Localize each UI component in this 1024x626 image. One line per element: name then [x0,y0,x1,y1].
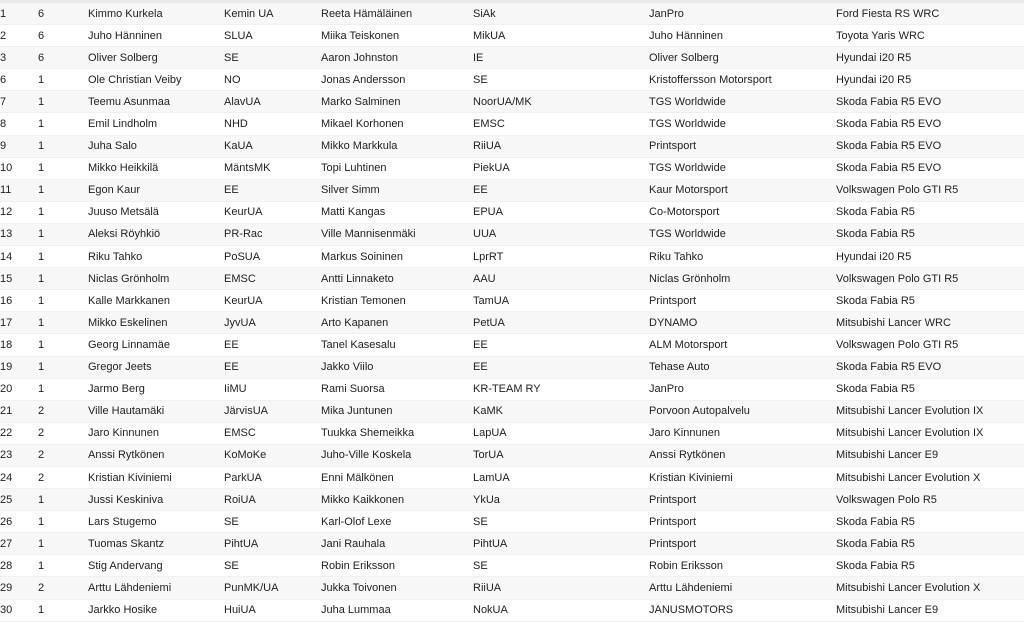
car-cell: Skoda Fabia R5 [836,201,1024,223]
codriver-club-cell: PiekUA [473,157,649,179]
table-row [0,444,1024,466]
driver-cell: Jaro Kinnunen [88,422,224,444]
entrant-cell: JanPro [649,378,836,400]
position-cell: 7 [0,91,38,113]
car-cell: Mitsubishi Lancer Evolution IX [836,422,1024,444]
codriver-club-cell: IE [473,47,649,69]
class-cell: 1 [38,533,88,555]
entrant-cell: Printsport [649,489,836,511]
driver-cell: Kristian Kiviniemi [88,466,224,488]
table-row [0,157,1024,179]
driver-club-cell: SE [224,47,321,69]
class-cell: 1 [38,179,88,201]
driver-cell: Oliver Solberg [88,47,224,69]
codriver-club-cell: PetUA [473,312,649,334]
codriver-cell: Marko Salminen [321,91,473,113]
codriver-club-cell: RiiUA [473,135,649,157]
class-cell: 6 [38,25,88,47]
entrant-cell: DYNAMO [649,312,836,334]
driver-cell: Jarkko Hosike [88,599,224,621]
codriver-cell: Arto Kapanen [321,312,473,334]
driver-club-cell: HuiUA [224,599,321,621]
table-row [0,201,1024,223]
class-cell: 2 [38,444,88,466]
codriver-club-cell: YkUa [473,489,649,511]
driver-club-cell: EE [224,356,321,378]
table-row [0,511,1024,533]
codriver-club-cell: SE [473,511,649,533]
position-cell: 1 [0,3,38,25]
car-cell: Skoda Fabia R5 EVO [836,91,1024,113]
position-cell: 2 [0,25,38,47]
position-cell: 25 [0,489,38,511]
class-cell: 1 [38,378,88,400]
entrant-cell: Robin Eriksson [649,555,836,577]
codriver-cell: Reeta Hämäläinen [321,3,473,25]
table-row [0,223,1024,245]
class-cell: 6 [38,3,88,25]
driver-cell: Jussi Keskiniva [88,489,224,511]
class-cell: 2 [38,577,88,599]
codriver-club-cell: KR-TEAM RY [473,378,649,400]
codriver-cell: Kristian Temonen [321,290,473,312]
position-cell: 12 [0,201,38,223]
entrant-cell: Printsport [649,135,836,157]
entrant-cell: JanPro [649,3,836,25]
car-cell: Hyundai i20 R5 [836,47,1024,69]
codriver-cell: Tuukka Shemeikka [321,422,473,444]
table-row [0,268,1024,290]
codriver-cell: Mikael Korhonen [321,113,473,135]
car-cell: Skoda Fabia R5 EVO [836,157,1024,179]
car-cell: Hyundai i20 R5 [836,246,1024,268]
codriver-cell: Jakko Viilo [321,356,473,378]
table-row [0,334,1024,356]
car-cell: Skoda Fabia R5 [836,533,1024,555]
driver-cell: Emil Lindholm [88,113,224,135]
driver-club-cell: EE [224,179,321,201]
entrant-cell: Jaro Kinnunen [649,422,836,444]
car-cell: Volkswagen Polo GTI R5 [836,179,1024,201]
class-cell: 1 [38,223,88,245]
driver-club-cell: IiMU [224,378,321,400]
driver-cell: Juha Salo [88,135,224,157]
driver-club-cell: NHD [224,113,321,135]
class-cell: 1 [38,246,88,268]
codriver-club-cell: SiAk [473,3,649,25]
class-cell: 1 [38,489,88,511]
codriver-cell: Juho-Ville Koskela [321,444,473,466]
driver-cell: Gregor Jeets [88,356,224,378]
driver-club-cell: EE [224,334,321,356]
codriver-club-cell: TorUA [473,444,649,466]
class-cell: 1 [38,113,88,135]
driver-cell: Lars Stugemo [88,511,224,533]
results-table-body [0,3,1024,621]
position-cell: 10 [0,157,38,179]
table-row [0,246,1024,268]
position-cell: 18 [0,334,38,356]
codriver-club-cell: SE [473,555,649,577]
codriver-club-cell: SE [473,69,649,91]
codriver-cell: Miika Teiskonen [321,25,473,47]
position-cell: 9 [0,135,38,157]
driver-cell: Arttu Lähdeniemi [88,577,224,599]
position-cell: 29 [0,577,38,599]
class-cell: 1 [38,268,88,290]
codriver-cell: Mika Juntunen [321,400,473,422]
driver-cell: Juuso Metsälä [88,201,224,223]
position-cell: 15 [0,268,38,290]
entrant-cell: ALM Motorsport [649,334,836,356]
table-row [0,422,1024,444]
driver-cell: Georg Linnamäe [88,334,224,356]
car-cell: Skoda Fabia R5 EVO [836,135,1024,157]
entrant-cell: Printsport [649,533,836,555]
car-cell: Skoda Fabia R5 [836,290,1024,312]
entrant-cell: Co-Motorsport [649,201,836,223]
entrant-cell: TGS Worldwide [649,157,836,179]
driver-cell: Aleksi Röyhkiö [88,223,224,245]
driver-club-cell: AlavUA [224,91,321,113]
driver-club-cell: JyvUA [224,312,321,334]
position-cell: 11 [0,179,38,201]
driver-club-cell: KaUA [224,135,321,157]
driver-cell: Egon Kaur [88,179,224,201]
codriver-cell: Silver Simm [321,179,473,201]
table-row [0,312,1024,334]
entrant-cell: Riku Tahko [649,246,836,268]
driver-cell: Ole Christian Veiby [88,69,224,91]
driver-club-cell: NO [224,69,321,91]
class-cell: 1 [38,312,88,334]
car-cell: Skoda Fabia R5 EVO [836,113,1024,135]
car-cell: Ford Fiesta RS WRC [836,3,1024,25]
car-cell: Mitsubishi Lancer Evolution X [836,577,1024,599]
driver-cell: Tuomas Skantz [88,533,224,555]
driver-club-cell: PunMK/UA [224,577,321,599]
table-row [0,69,1024,91]
codriver-cell: Juha Lummaa [321,599,473,621]
driver-cell: Anssi Rytkönen [88,444,224,466]
table-row [0,599,1024,621]
class-cell: 1 [38,511,88,533]
class-cell: 1 [38,555,88,577]
entrant-cell: TGS Worldwide [649,223,836,245]
driver-cell: Stig Andervang [88,555,224,577]
codriver-club-cell: EPUA [473,201,649,223]
driver-club-cell: SLUA [224,25,321,47]
codriver-cell: Jukka Toivonen [321,577,473,599]
table-row [0,378,1024,400]
table-row [0,113,1024,135]
codriver-club-cell: PihtUA [473,533,649,555]
table-row [0,356,1024,378]
entrant-cell: TGS Worldwide [649,113,836,135]
codriver-cell: Mikko Kaikkonen [321,489,473,511]
codriver-club-cell: TamUA [473,290,649,312]
entrant-cell: Arttu Lähdeniemi [649,577,836,599]
table-row [0,179,1024,201]
driver-club-cell: SE [224,511,321,533]
car-cell: Mitsubishi Lancer E9 [836,444,1024,466]
codriver-club-cell: MikUA [473,25,649,47]
driver-cell: Kalle Markkanen [88,290,224,312]
car-cell: Skoda Fabia R5 EVO [836,356,1024,378]
class-cell: 1 [38,334,88,356]
car-cell: Volkswagen Polo GTI R5 [836,334,1024,356]
entrant-cell: Printsport [649,511,836,533]
table-row [0,290,1024,312]
car-cell: Mitsubishi Lancer Evolution IX [836,400,1024,422]
car-cell: Mitsubishi Lancer WRC [836,312,1024,334]
driver-club-cell: RoiUA [224,489,321,511]
driver-cell: Niclas Grönholm [88,268,224,290]
class-cell: 1 [38,599,88,621]
position-cell: 27 [0,533,38,555]
entrant-cell: Kristian Kiviniemi [649,466,836,488]
driver-club-cell: Kemin UA [224,3,321,25]
car-cell: Skoda Fabia R5 [836,555,1024,577]
position-cell: 23 [0,444,38,466]
codriver-club-cell: RiiUA [473,577,649,599]
car-cell: Volkswagen Polo GTI R5 [836,268,1024,290]
codriver-cell: Tanel Kasesalu [321,334,473,356]
table-row [0,91,1024,113]
codriver-cell: Aaron Johnston [321,47,473,69]
codriver-club-cell: LapUA [473,422,649,444]
car-cell: Skoda Fabia R5 [836,378,1024,400]
codriver-club-cell: NoorUA/MK [473,91,649,113]
driver-cell: Mikko Heikkilä [88,157,224,179]
entrant-cell: Oliver Solberg [649,47,836,69]
driver-club-cell: PR-Rac [224,223,321,245]
class-cell: 1 [38,201,88,223]
car-cell: Skoda Fabia R5 [836,511,1024,533]
class-cell: 2 [38,466,88,488]
class-cell: 1 [38,290,88,312]
driver-club-cell: KeurUA [224,290,321,312]
table-row [0,135,1024,157]
position-cell: 22 [0,422,38,444]
driver-club-cell: ParkUA [224,466,321,488]
class-cell: 1 [38,135,88,157]
driver-cell: Kimmo Kurkela [88,3,224,25]
class-cell: 6 [38,47,88,69]
position-cell: 30 [0,599,38,621]
entrant-cell: Printsport [649,290,836,312]
driver-club-cell: KeurUA [224,201,321,223]
class-cell: 1 [38,69,88,91]
codriver-club-cell: AAU [473,268,649,290]
codriver-cell: Robin Eriksson [321,555,473,577]
position-cell: 19 [0,356,38,378]
codriver-cell: Antti Linnaketo [321,268,473,290]
position-cell: 24 [0,466,38,488]
codriver-club-cell: KaMK [473,400,649,422]
codriver-cell: Enni Mälkönen [321,466,473,488]
class-cell: 1 [38,157,88,179]
driver-club-cell: EMSC [224,268,321,290]
entrant-cell: Anssi Rytkönen [649,444,836,466]
codriver-cell: Matti Kangas [321,201,473,223]
driver-cell: Juho Hänninen [88,25,224,47]
entrant-cell: Niclas Grönholm [649,268,836,290]
codriver-club-cell: EE [473,334,649,356]
car-cell: Mitsubishi Lancer Evolution X [836,466,1024,488]
position-cell: 13 [0,223,38,245]
codriver-cell: Mikko Markkula [321,135,473,157]
entrant-cell: Tehase Auto [649,356,836,378]
class-cell: 2 [38,400,88,422]
driver-cell: Jarmo Berg [88,378,224,400]
driver-club-cell: PoSUA [224,246,321,268]
table-row [0,3,1024,25]
driver-club-cell: EMSC [224,422,321,444]
car-cell: Volkswagen Polo R5 [836,489,1024,511]
codriver-cell: Karl-Olof Lexe [321,511,473,533]
codriver-cell: Jani Rauhala [321,533,473,555]
table-row [0,400,1024,422]
position-cell: 16 [0,290,38,312]
table-row [0,577,1024,599]
position-cell: 3 [0,47,38,69]
codriver-cell: Topi Luhtinen [321,157,473,179]
position-cell: 21 [0,400,38,422]
codriver-club-cell: EE [473,179,649,201]
class-cell: 1 [38,356,88,378]
car-cell: Skoda Fabia R5 [836,223,1024,245]
car-cell: Toyota Yaris WRC [836,25,1024,47]
class-cell: 1 [38,91,88,113]
driver-club-cell: MäntsMK [224,157,321,179]
position-cell: 8 [0,113,38,135]
entrant-cell: TGS Worldwide [649,91,836,113]
codriver-cell: Jonas Andersson [321,69,473,91]
position-cell: 17 [0,312,38,334]
codriver-club-cell: EE [473,356,649,378]
table-row [0,47,1024,69]
results-table [0,3,1024,622]
codriver-club-cell: UUA [473,223,649,245]
driver-cell: Mikko Eskelinen [88,312,224,334]
car-cell: Mitsubishi Lancer E9 [836,599,1024,621]
driver-club-cell: KoMoKe [224,444,321,466]
driver-cell: Ville Hautamäki [88,400,224,422]
position-cell: 26 [0,511,38,533]
codriver-cell: Markus Soininen [321,246,473,268]
entrant-cell: Kaur Motorsport [649,179,836,201]
codriver-club-cell: EMSC [473,113,649,135]
table-row [0,489,1024,511]
driver-cell: Teemu Asunmaa [88,91,224,113]
entrant-cell: JANUSMOTORS [649,599,836,621]
car-cell: Hyundai i20 R5 [836,69,1024,91]
driver-club-cell: JärvisUA [224,400,321,422]
position-cell: 14 [0,246,38,268]
driver-club-cell: PihtUA [224,533,321,555]
codriver-cell: Rami Suorsa [321,378,473,400]
position-cell: 6 [0,69,38,91]
codriver-club-cell: NokUA [473,599,649,621]
codriver-club-cell: LprRT [473,246,649,268]
driver-cell: Riku Tahko [88,246,224,268]
entrant-cell: Porvoon Autopalvelu [649,400,836,422]
table-row [0,555,1024,577]
position-cell: 20 [0,378,38,400]
position-cell: 28 [0,555,38,577]
table-row [0,25,1024,47]
entrant-cell: Kristoffersson Motorsport [649,69,836,91]
codriver-cell: Ville Mannisenmäki [321,223,473,245]
table-row [0,533,1024,555]
class-cell: 2 [38,422,88,444]
codriver-club-cell: LamUA [473,466,649,488]
entrant-cell: Juho Hänninen [649,25,836,47]
table-row [0,466,1024,488]
driver-club-cell: SE [224,555,321,577]
